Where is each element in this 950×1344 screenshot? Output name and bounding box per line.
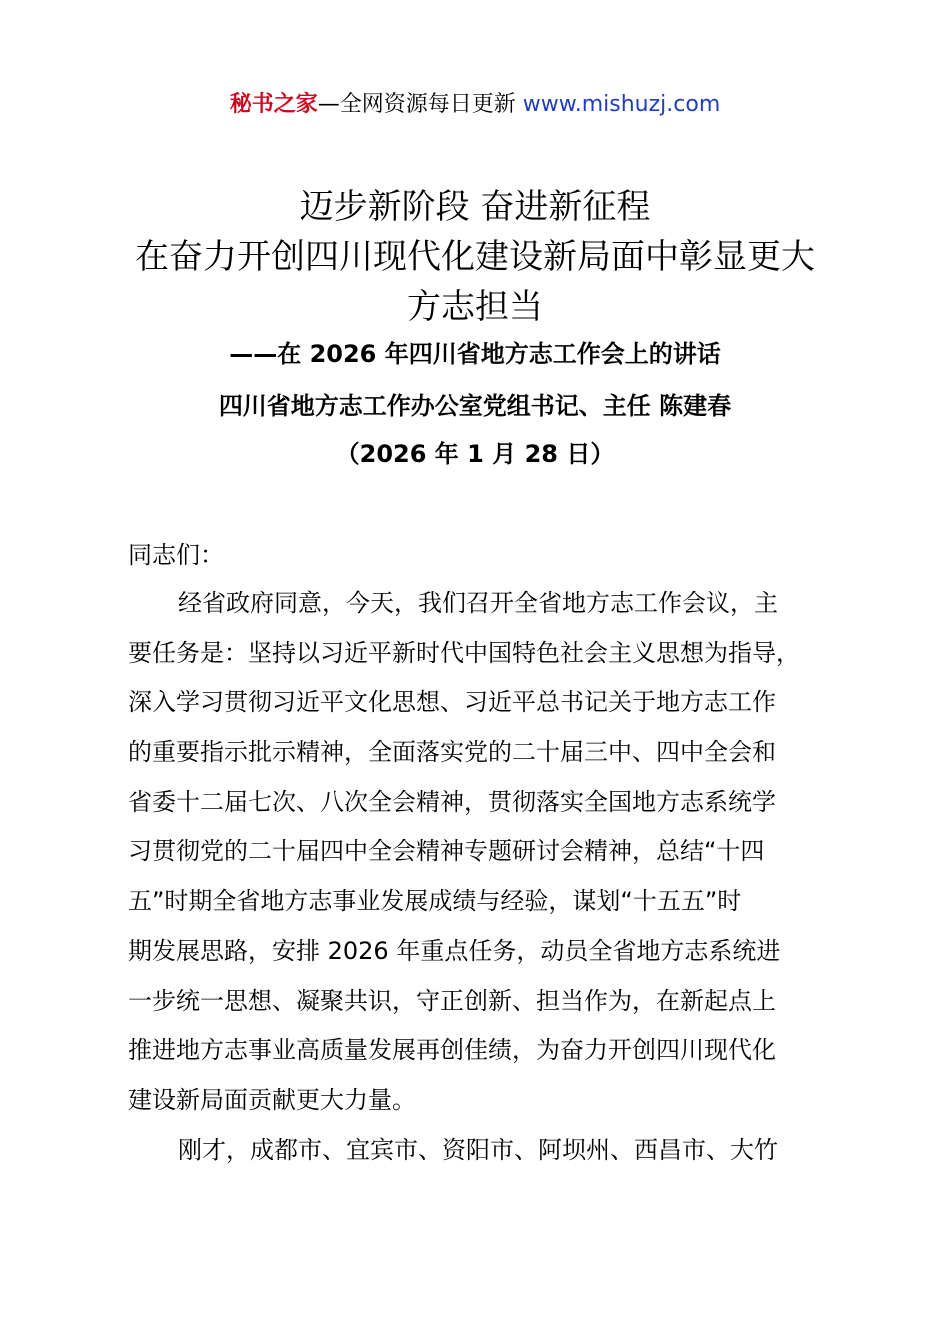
paragraph-line: 省委十二届七次、八次全会精神，贯彻落实全国地方志系统学	[128, 787, 776, 816]
header-tagline: —全网资源每日更新	[317, 92, 523, 117]
paragraph-2	[128, 1126, 828, 1176]
paragraph-line: 期发展思路，安排 2026 年重点任务，动员全省地方志系统进	[128, 936, 781, 965]
paragraph-line: 建设新局面贡献更大力量。	[128, 1085, 416, 1114]
title-line: 在奋力开创四川现代化建设新局面中彰显更大	[135, 237, 815, 277]
paragraph-line: 的重要指示批示精神，全面落实党的二十届三中、四中全会和	[128, 738, 776, 767]
paragraph-1	[128, 579, 828, 1126]
paragraph-line: 习贯彻党的二十届四中全会精神专题研讨会精神，总结“十四	[128, 837, 765, 866]
brand-name: 秘书之家	[229, 92, 318, 117]
speaker-line: 四川省地方志工作办公室党组书记、主任 陈建春	[218, 392, 732, 420]
title-line: 方志担当	[407, 287, 543, 327]
paragraph-line: 五”时期全省地方志事业发展成绩与经验，谋划“十五五”时	[128, 887, 742, 916]
site-header	[0, 88, 950, 122]
paragraph-line: 一步统一思想、凝聚共识，守正创新、担当作为，在新起点上	[128, 986, 776, 1015]
document-title	[0, 182, 950, 332]
paragraph-line: 经省政府同意，今天，我们召开全省地方志工作会议，主	[178, 589, 778, 617]
document-subtitle: ——在 2026 年四川省地方志工作会上的讲话	[229, 340, 721, 368]
salutation: 同志们：	[128, 541, 224, 569]
site-url-link[interactable]: www.mishuzj.com	[522, 92, 721, 117]
paragraph-line: 深入学习贯彻习近平文化思想、习近平总书记关于地方志工作	[128, 688, 776, 717]
speech-date: （2026 年 1 月 28 日）	[335, 440, 615, 468]
paragraph-line: 要任务是：坚持以习近平新时代中国特色社会主义思想为指导，	[128, 638, 800, 667]
paragraph-line: 刚才，成都市、宜宾市、资阳市、阿坝州、西昌市、大竹	[178, 1136, 778, 1164]
title-line: 迈步新阶段 奋进新征程	[299, 187, 651, 227]
paragraph-line: 推进地方志事业高质量发展再创佳绩，为奋力开创四川现代化	[128, 1036, 776, 1065]
